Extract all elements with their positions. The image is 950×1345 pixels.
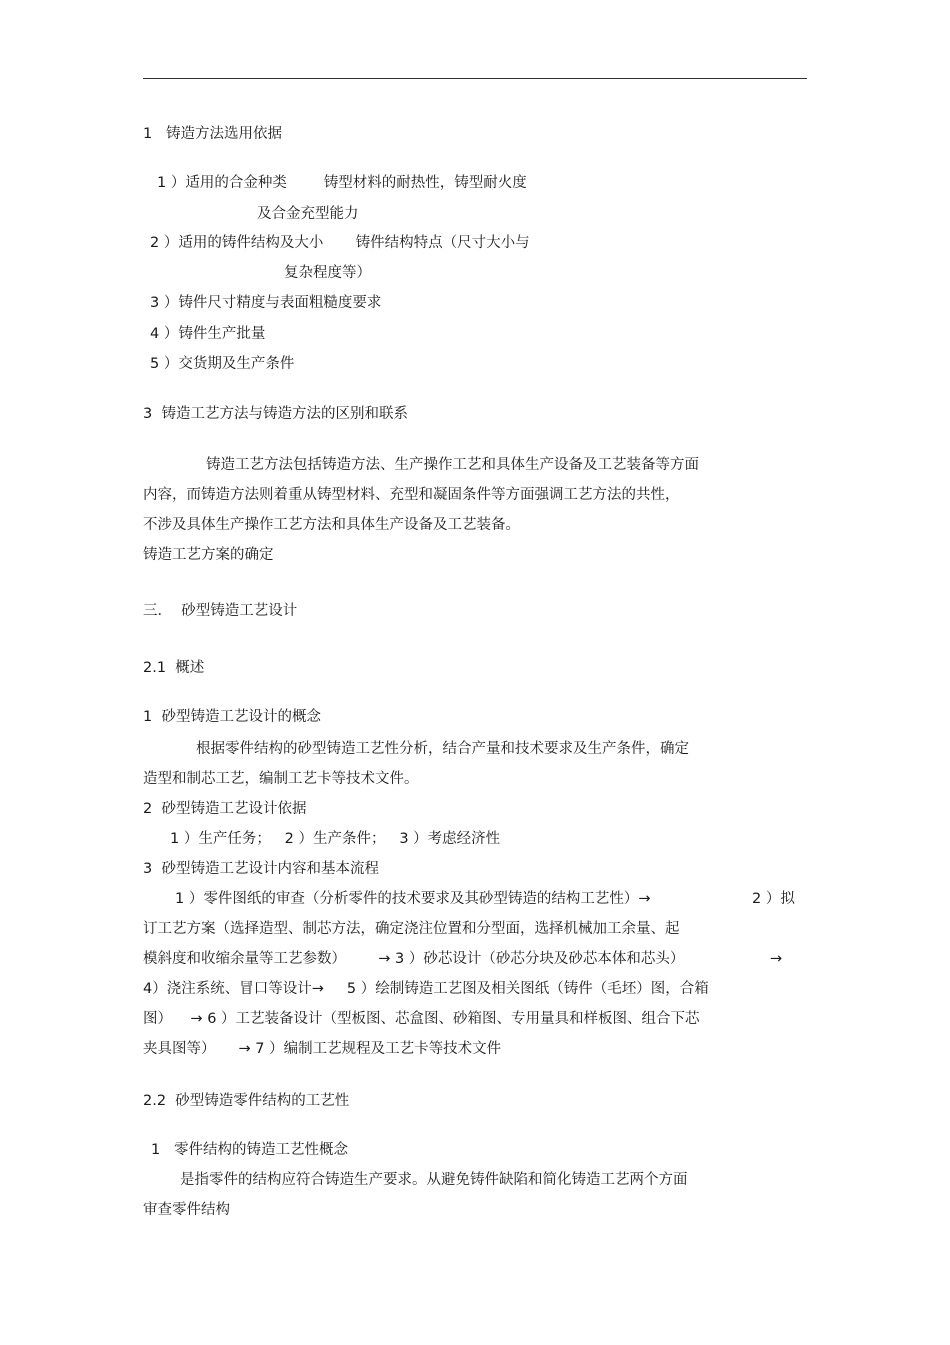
paragraph-line: 审查零件结构	[143, 1202, 230, 1218]
paragraph-line: 是指零件的结构应符合铸造生产要求。从避免铸件缺陷和简化铸造工艺两个方面	[180, 1172, 688, 1188]
subsection-heading: 1 砂型铸造工艺设计的概念	[143, 709, 321, 725]
chapter-heading: 三． 砂型铸造工艺设计	[143, 603, 298, 619]
paragraph-line: 图） → 6 ）工艺装备设计（型板图、芯盒图、砂箱图、专用量具和样板图、组合下芯	[143, 1011, 700, 1027]
paragraph-line: 订工艺方案（选择造型、制芯方法，确定浇注位置和分型面，选择机械加工余量、起	[143, 921, 680, 937]
paragraph-line: 模斜度和收缩余量等工艺参数） → 3 ）砂芯设计（砂芯分块及砂芯本体和芯头）	[143, 951, 685, 967]
list-item: 1 ）适用的合金种类 铸型材料的耐热性，铸型耐火度	[157, 175, 527, 191]
section-heading: 2.1 概述	[143, 660, 205, 676]
section-heading: 3 铸造工艺方法与铸造方法的区别和联系	[143, 406, 408, 422]
list-item-continuation: 及合金充型能力	[257, 206, 359, 222]
list-item: 3 ）铸件尺寸精度与表面粗糙度要求	[150, 295, 382, 311]
paragraph-line: 铸造工艺方案的确定	[143, 547, 274, 563]
paragraph-line: 1 ）零件图纸的审查（分析零件的技术要求及其砂型铸造的结构工艺性）→	[175, 891, 651, 907]
header-rule	[143, 78, 807, 79]
paragraph-line: 造型和制芯工艺，编制工艺卡等技术文件。	[143, 771, 419, 787]
section-heading: 2.2 砂型铸造零件结构的工艺性	[143, 1093, 350, 1109]
list-item-continuation: 复杂程度等）	[284, 265, 371, 281]
paragraph-line: 不涉及具体生产操作工艺方法和具体生产设备及工艺装备。	[143, 517, 520, 533]
list-item: 2 ）适用的铸件结构及大小 铸件结构特点（尺寸大小与	[150, 235, 530, 251]
paragraph-line: 1 ）生产任务； 2 ）生产条件； 3 ）考虑经济性	[170, 831, 501, 847]
paragraph-line: 铸造工艺方法包括铸造方法、生产操作工艺和具体生产设备及工艺装备等方面	[206, 457, 699, 473]
paragraph-line: 内容，而铸造方法则着重从铸型材料、充型和凝固条件等方面强调工艺方法的共性，	[143, 487, 680, 503]
subsection-heading: 3 砂型铸造工艺设计内容和基本流程	[143, 861, 379, 877]
subsection-heading: 1 零件结构的铸造工艺性概念	[151, 1142, 349, 1158]
paragraph-line-end: →	[770, 951, 783, 967]
paragraph-line: 夹具图等） → 7 ）编制工艺规程及工艺卡等技术文件	[143, 1041, 502, 1057]
list-item: 4 ）铸件生产批量	[150, 326, 266, 342]
subsection-heading: 2 砂型铸造工艺设计依据	[143, 801, 307, 817]
list-item: 5 ）交货期及生产条件	[150, 356, 295, 372]
paragraph-line: 根据零件结构的砂型铸造工艺性分析，结合产量和技术要求及生产条件，确定	[196, 741, 689, 757]
paragraph-line: 4）浇注系统、冒口等设计→ 5 ）绘制铸造工艺图及相关图纸（铸件（毛坯）图，合箱	[143, 981, 709, 997]
paragraph-line-end: 2 ）拟	[752, 891, 795, 907]
section-heading: 1 铸造方法选用依据	[143, 126, 283, 142]
